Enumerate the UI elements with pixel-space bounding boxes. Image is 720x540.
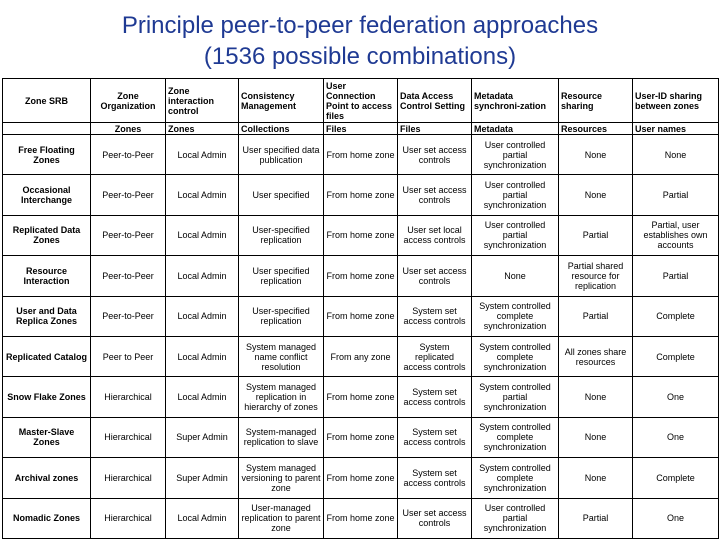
cell-user-id-sharing: One (633, 417, 719, 457)
cell-user-connection-point: From home zone (324, 377, 398, 417)
cell-user-id-sharing: Complete (633, 296, 719, 336)
cell-zone-organization: Peer-to-Peer (91, 256, 166, 296)
cell-zone-interaction-control: Local Admin (166, 135, 239, 175)
cell-user-id-sharing: Complete (633, 458, 719, 498)
column-subheader: User names (633, 123, 719, 135)
cell-zone-interaction-control: Local Admin (166, 215, 239, 255)
cell-user-connection-point: From home zone (324, 458, 398, 498)
cell-data-access-control: System set access controls (398, 377, 472, 417)
column-header: Consistency Management (239, 79, 324, 123)
cell-user-id-sharing: One (633, 377, 719, 417)
column-header: Zone Organization (91, 79, 166, 123)
cell-metadata-synchronization: System controlled complete synchronization (472, 458, 559, 498)
cell-user-connection-point: From home zone (324, 215, 398, 255)
cell-resource-sharing: None (559, 135, 633, 175)
table-subheader-row (3, 123, 719, 135)
cell-zone-interaction-control: Local Admin (166, 175, 239, 215)
cell-data-access-control: User set local access controls (398, 215, 472, 255)
cell-zone-organization: Hierarchical (91, 498, 166, 538)
column-header: Resource sharing (559, 79, 633, 123)
slide-title-line-1: Principle peer-to-peer federation approaches (121, 12, 599, 39)
cell-resource-sharing: Partial (559, 498, 633, 538)
table-header-row (3, 79, 719, 123)
cell-data-access-control: User set access controls (398, 256, 472, 296)
cell-resource-sharing: None (559, 417, 633, 457)
cell-resource-sharing: Partial (559, 296, 633, 336)
cell-metadata-synchronization: User controlled partial synchronization (472, 135, 559, 175)
cell-zone-organization: Peer-to-Peer (91, 215, 166, 255)
column-header: User Connection Point to access files (324, 79, 398, 123)
table-row (3, 336, 719, 376)
column-subheader (3, 123, 91, 135)
column-header: Data Access Control Setting (398, 79, 472, 123)
cell-metadata-synchronization: User controlled partial synchronization (472, 498, 559, 538)
cell-user-connection-point: From home zone (324, 256, 398, 296)
cell-user-connection-point: From home zone (324, 135, 398, 175)
cell-metadata-synchronization: User controlled partial synchronization (472, 175, 559, 215)
cell-data-access-control: User set access controls (398, 135, 472, 175)
cell-zone-organization: Peer-to-Peer (91, 175, 166, 215)
cell-zone-type: Resource Interaction (3, 256, 91, 296)
cell-data-access-control: User set access controls (398, 175, 472, 215)
column-subheader: Zones (91, 123, 166, 135)
cell-resource-sharing: None (559, 458, 633, 498)
federation-approaches-table (2, 78, 719, 539)
cell-zone-type: Occasional Interchange (3, 175, 91, 215)
cell-resource-sharing: None (559, 377, 633, 417)
cell-resource-sharing: Partial (559, 215, 633, 255)
cell-consistency-management: User specified (239, 175, 324, 215)
cell-user-id-sharing: Partial, user establishes own accounts (633, 215, 719, 255)
column-header: Metadata synchroni-zation (472, 79, 559, 123)
table-row (3, 215, 719, 255)
cell-consistency-management: System-managed replication to slave (239, 417, 324, 457)
cell-user-connection-point: From home zone (324, 175, 398, 215)
column-subheader: Metadata (472, 123, 559, 135)
cell-consistency-management: System managed versioning to parent zone (239, 458, 324, 498)
cell-user-id-sharing: Partial (633, 175, 719, 215)
cell-consistency-management: System managed name conflict resolution (239, 336, 324, 376)
cell-user-connection-point: From home zone (324, 498, 398, 538)
cell-data-access-control: System set access controls (398, 417, 472, 457)
table-row (3, 417, 719, 457)
table-row (3, 377, 719, 417)
table-row (3, 296, 719, 336)
table-row (3, 175, 719, 215)
cell-metadata-synchronization: System controlled partial synchronization (472, 377, 559, 417)
cell-zone-interaction-control: Local Admin (166, 336, 239, 376)
cell-user-connection-point: From home zone (324, 296, 398, 336)
cell-zone-interaction-control: Local Admin (166, 296, 239, 336)
cell-data-access-control: System replicated access controls (398, 336, 472, 376)
cell-zone-type: Replicated Catalog (3, 336, 91, 376)
cell-metadata-synchronization: System controlled complete synchronization (472, 417, 559, 457)
cell-zone-organization: Peer-to-Peer (91, 135, 166, 175)
cell-zone-interaction-control: Super Admin (166, 458, 239, 498)
cell-consistency-management: User-specified replication (239, 296, 324, 336)
cell-zone-interaction-control: Super Admin (166, 417, 239, 457)
cell-consistency-management: System managed replication in hierarchy of zones (239, 377, 324, 417)
column-header: Zone SRB (3, 79, 91, 123)
table-body (3, 135, 719, 539)
cell-metadata-synchronization: System controlled complete synchronization (472, 336, 559, 376)
cell-resource-sharing: Partial shared resource for replication (559, 256, 633, 296)
cell-consistency-management: User-specified replication (239, 215, 324, 255)
cell-data-access-control: System set access controls (398, 296, 472, 336)
cell-zone-organization: Hierarchical (91, 377, 166, 417)
column-subheader: Collections (239, 123, 324, 135)
cell-zone-type: Archival zones (3, 458, 91, 498)
cell-user-id-sharing: Complete (633, 336, 719, 376)
cell-user-id-sharing: Partial (633, 256, 719, 296)
cell-consistency-management: User specified replication (239, 256, 324, 296)
column-header: User-ID sharing between zones (633, 79, 719, 123)
slide-title (0, 10, 720, 72)
cell-zone-type: Snow Flake Zones (3, 377, 91, 417)
cell-user-id-sharing: None (633, 135, 719, 175)
cell-zone-interaction-control: Local Admin (166, 256, 239, 296)
cell-metadata-synchronization: None (472, 256, 559, 296)
cell-resource-sharing: None (559, 175, 633, 215)
table-row (3, 256, 719, 296)
cell-metadata-synchronization: User controlled partial synchronization (472, 215, 559, 255)
slide-title-line-2: (1536 possible combinations) (203, 43, 517, 70)
table-row (3, 135, 719, 175)
cell-consistency-management: User-managed replication to parent zone (239, 498, 324, 538)
cell-zone-organization: Peer-to-Peer (91, 296, 166, 336)
cell-data-access-control: User set access controls (398, 498, 472, 538)
cell-metadata-synchronization: System controlled complete synchronization (472, 296, 559, 336)
cell-zone-organization: Hierarchical (91, 458, 166, 498)
column-header: Zone interaction control (166, 79, 239, 123)
cell-user-id-sharing: One (633, 498, 719, 538)
table-row (3, 458, 719, 498)
cell-zone-type: User and Data Replica Zones (3, 296, 91, 336)
column-subheader: Files (324, 123, 398, 135)
cell-consistency-management: User specified data publication (239, 135, 324, 175)
table-row (3, 498, 719, 538)
cell-resource-sharing: All zones share resources (559, 336, 633, 376)
column-subheader: Zones (166, 123, 239, 135)
cell-zone-interaction-control: Local Admin (166, 377, 239, 417)
cell-zone-organization: Peer to Peer (91, 336, 166, 376)
cell-user-connection-point: From any zone (324, 336, 398, 376)
cell-data-access-control: System set access controls (398, 458, 472, 498)
cell-zone-organization: Hierarchical (91, 417, 166, 457)
cell-zone-type: Nomadic Zones (3, 498, 91, 538)
cell-zone-type: Free Floating Zones (3, 135, 91, 175)
cell-user-connection-point: From home zone (324, 417, 398, 457)
column-subheader: Files (398, 123, 472, 135)
cell-zone-type: Replicated Data Zones (3, 215, 91, 255)
cell-zone-interaction-control: Local Admin (166, 498, 239, 538)
column-subheader: Resources (559, 123, 633, 135)
cell-zone-type: Master-Slave Zones (3, 417, 91, 457)
